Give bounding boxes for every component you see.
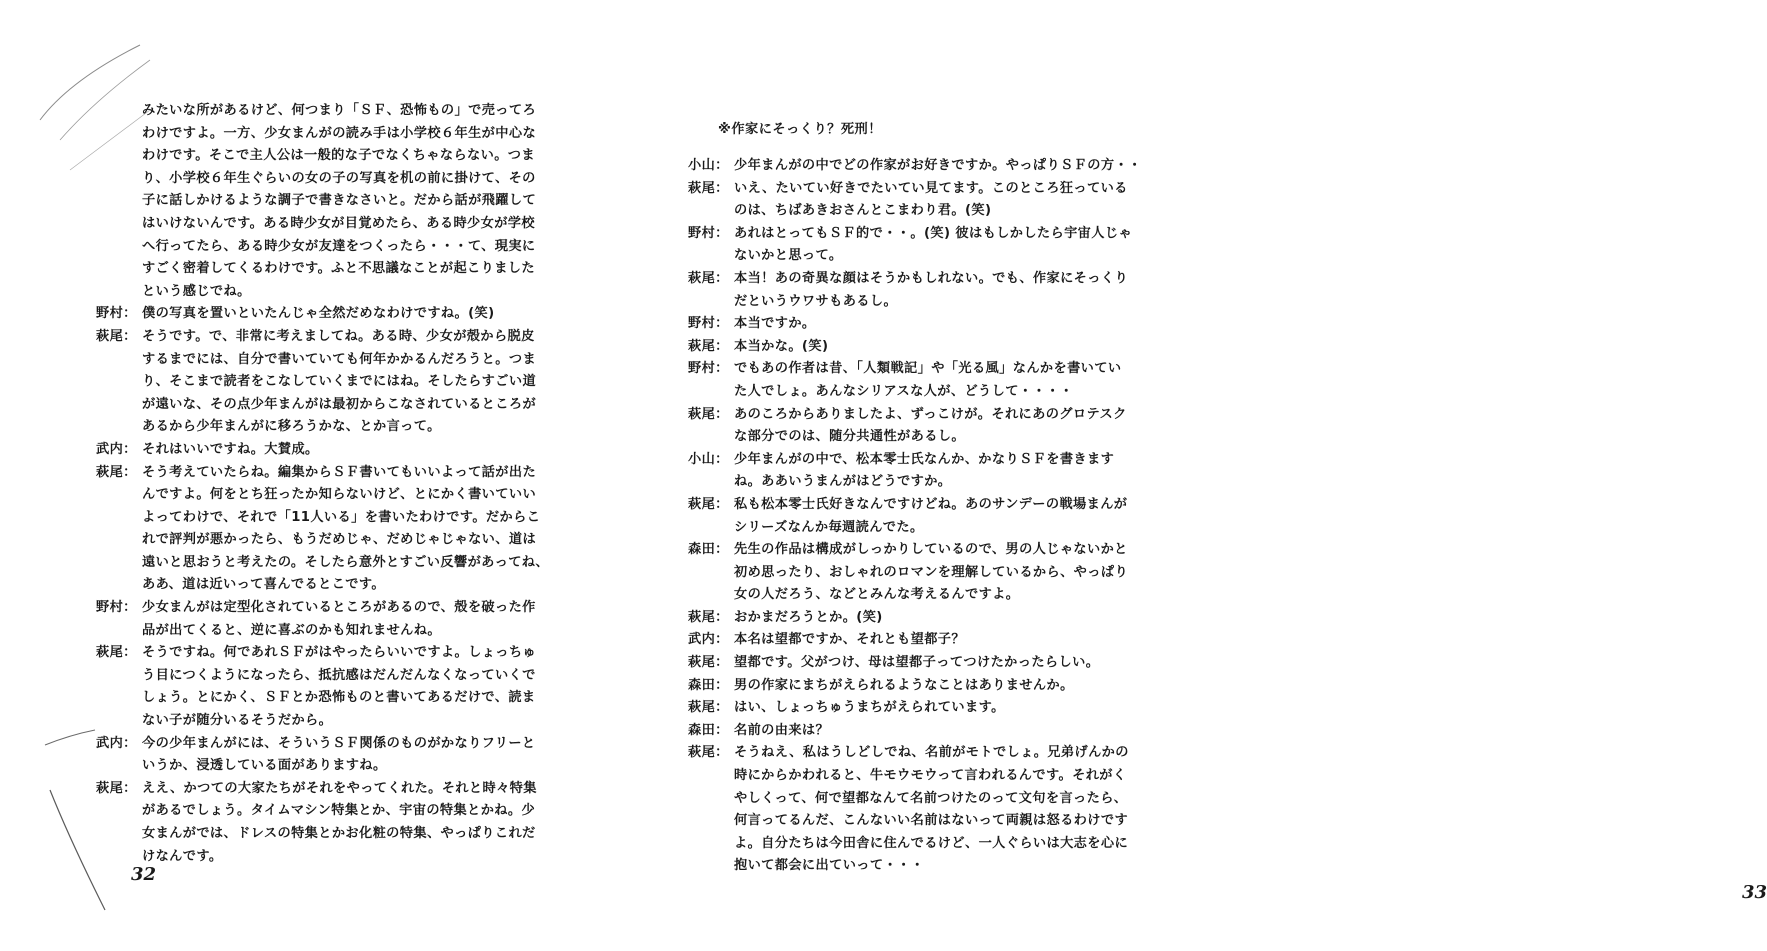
dialogue-row [688,336,1208,359]
speaker-label: 野村： [688,316,729,332]
text-line: あれはとってもＳＦ的で・・。(笑) 彼はもしかしたら宇宙人じゃ [734,225,1133,241]
text-line: そう考えていたらね。編集からＳＦ書いてもいいよって話が出た [142,464,537,480]
page-number: 33 [1742,882,1767,903]
text-line: 何言ってるんだ、こんないい名前はないって両親は怒るわけです [734,813,1129,829]
text-line: り、小学校６年生ぐらいの女の子の写真を机の前に掛けて、その [142,170,536,186]
dialogue-row [688,223,1208,268]
dialogue-text [734,629,1208,652]
text-line: た人でしょ。あんなシリアスな人が、どうして・・・・ [734,383,1074,399]
speaker-label: 萩尾： [688,609,729,625]
speaker-label: 野村： [96,600,137,616]
text-line: やしくって、何で望都なんて名前つけたのって文句を言ったら、 [734,790,1128,806]
dialogue-row [688,268,1208,313]
speaker-label: 萩尾： [688,655,729,671]
text-line: り、そこまで読者をこなしていくまでにはね。そしたらすごい道 [142,374,537,390]
dialogue-row [688,675,1208,698]
dialogue-row [688,629,1208,652]
text-line: 時にからかわれると、牛モウモウって言われるんです。それがく [734,768,1127,784]
speaker-label: 萩尾： [96,464,137,480]
text-line: ああ、道は近いって喜んでるとこです。 [142,577,385,593]
dialogue-text [734,223,1208,268]
dialogue-row [688,404,1208,449]
speaker-label: 小山： [688,158,729,173]
dialogue-row [96,462,586,598]
dialogue-row [96,642,586,732]
dialogue-row [688,539,1208,607]
text-line: 私も松本零士氏好きなんですけどね。あのサンデーの戦場まんが [734,496,1128,512]
text-line: けなんです。 [142,848,223,864]
speaker-label: 萩尾： [688,406,729,422]
dialogue-text [734,720,1208,743]
dialogue-text [734,358,1208,403]
text-line: 本名は望都ですか、それとも望都子？ [734,632,965,648]
text-line: あのころからありましたよ、ずっこけが。それにあのグロテスク [734,406,1127,422]
speaker-label: 森田： [688,677,729,693]
text-line: よ。自分たちは今田舎に住んでるけど、一人ぐらいは大志を心に [734,835,1129,851]
dialogue-text [142,733,586,778]
text-line: ええ、かつての大家たちがそれをやってくれた。それと時々特集 [142,780,537,796]
text-line: 先生の作品は構成がしっかりしているので、男の人じゃないかと [734,542,1128,558]
text-line: 男の作家にまちがえられるようなことはありませんか。 [734,677,1074,693]
dialogue-text [142,326,586,439]
text-line: ないかと思って。 [734,248,843,264]
dialogue-text [142,597,586,642]
speaker-label: 野村： [96,306,137,322]
text-line: 初め思ったり、おしゃれのロマンを理解しているから、やっぱり [734,564,1129,580]
dialogue-row [96,733,586,778]
dialogue-row [96,597,586,642]
text-line: 僕の写真を置いといたんじゃ全然だめなわけですね。(笑) [142,306,495,322]
text-line: という感じでね。 [142,283,251,299]
text-line: 名前の由来は？ [734,722,830,738]
dialogue-row [688,178,1208,223]
text-line: あるから少年まんがに移ろうかな、とか言って。 [142,419,441,435]
text-line: いうか、浸透している面がありますね。 [142,758,387,774]
dialogue-row [688,494,1208,539]
dialogue-row [688,358,1208,403]
dialogue-text [734,607,1208,630]
speaker-label: 野村： [688,361,729,377]
text-line: だというウワサもあるし。 [734,293,898,309]
speaker-label: 萩尾： [96,645,137,661]
speaker-label: 萩尾： [688,338,729,354]
text-line: 子に話しかけるような調子で書きなさいと。だから話が飛躍して [142,193,537,209]
dialogue-text [142,642,586,732]
dialogue-row [96,326,586,439]
dialogue-list [96,100,586,868]
text-line: はい、しょっちゅうまちがえられています。 [734,700,1005,716]
speaker-label: 武内： [96,441,137,457]
text-line: わけですよ。一方、少女まんがの読み手は小学校６年生が中心な [142,125,537,141]
text-line: しょう。とにかく、ＳＦとか恐怖ものと書いてあるだけで、読ま [142,690,536,706]
text-line: そうです。で、非常に考えましてね。ある時、少女が殻から脱皮 [142,328,535,344]
dialogue-text [734,697,1208,720]
text-line: すごく密着してくるわけです。ふと不思議なことが起こりました [142,261,535,277]
dialogue-row [688,607,1208,630]
text-line: のは、ちばあきおさんとこまわり君。(笑) [734,203,992,219]
text-line: 今の少年まんがには、そういうＳＦ関係のものがかなりフリーと [142,735,536,751]
dialogue-row [688,697,1208,720]
text-line: 女の人だろう、などとみんな考えるんですよ。 [734,587,1020,603]
text-line: そうですね。何であれＳＦがはやったらいいですよ。しょっちゅ [142,645,537,661]
speaker-label: 萩尾： [688,270,729,286]
text-line: シリーズなんか毎週読んでた。 [734,519,924,535]
dialogue-text [734,178,1208,223]
dialogue-list [688,155,1208,878]
dialogue-text [142,778,586,868]
speaker-label: 萩尾： [688,496,729,512]
text-line: れで評判が悪かったら、もうだめじゃ、だめじゃじゃない、道は [142,532,537,548]
dialogue-row [688,155,1208,178]
dialogue-text [734,268,1208,313]
text-line: な部分でのは、随分共通性があるし。 [734,429,965,445]
dialogue-text [734,742,1208,878]
text-line: へ行ってたら、ある時少女が友達をつくったら・・・て、現実に [142,238,536,254]
text-line: わけです。そこで主人公は一般的な子でなくちゃならない。つま [142,148,535,164]
text-line: 抱いて都会に出ていって・・・ [734,858,925,874]
dialogue-row [96,303,586,326]
dialogue-text [734,539,1208,607]
speaker-label: 小山： [688,451,729,467]
text-line: う目につくようになったら、抵抗感はだんだんなくなっていくで [142,667,536,683]
text-line: 少年まんがの中でどの作家がお好きですか。やっぱりＳＦの方・・ [734,158,1142,173]
speaker-label: 萩尾： [688,745,729,761]
text-line: 本当！あの奇異な顔はそうかもしれない。でも、作家にそっくり [734,270,1129,286]
speaker-label: 武内： [688,632,729,648]
section-heading: ※作家にそっくり？死刑！ [718,122,882,137]
speaker-label: 森田： [688,542,729,558]
text-line: みたいな所があるけど、何つまり「ＳＦ、恐怖もの」で売ってろ [142,103,537,118]
text-line: はいけないんです。ある時少女が目覚めたら、ある時少女が学校 [142,215,535,231]
text-line: 少女まんがは定型化されているところがあるので、殻を破った作 [142,600,536,616]
text-line: 品が出てくると、逆に喜ぶのかも知れませんね。 [142,622,441,638]
dialogue-row [688,720,1208,743]
text-line: よってわけで、それで「11人いる」を書いたわけです。だからこ [142,509,541,525]
page-number: 32 [131,864,157,885]
dialogue-text [142,439,586,462]
right-page [640,0,1767,951]
text-line: 本当かな。(笑) [734,338,829,354]
dialogue-text [734,155,1208,178]
speaker-label: 野村： [688,225,729,241]
text-line: 望都です。父がつけ、母は望都子ってつけたかったらしい。 [734,655,1100,671]
text-line: でもあの作者は昔、「人類戦記」や「光る風」なんかを書いてい [734,361,1122,377]
dialogue-text [734,494,1208,539]
text-line: それはいいですね。大賛成。 [142,441,319,457]
text-line: が遠いな、その点少年まんがは最初からこなされているところが [142,396,537,412]
text-line: があるでしょう。タイムマシン特集とか、宇宙の特集とかね。少 [142,803,536,819]
text-line: 女まんがでは、ドレスの特集とかお化粧の特集、やっぱりこれだ [142,826,536,841]
dialogue-text [734,404,1208,449]
dialogue-text [734,675,1208,698]
speaker-label: 森田： [688,722,729,738]
text-line: ない子が随分いるそうだから。 [142,713,333,729]
left-page [0,0,640,951]
text-line: ね。ああいうまんがはどうですか。 [734,474,952,490]
speaker-label: 萩尾： [96,328,137,344]
dialogue-row [96,439,586,462]
speaker-label: 萩尾： [688,700,729,716]
dialogue-text [734,313,1208,336]
text-line: 少年まんがの中で、松本零士氏なんか、かなりＳＦを書きます [734,451,1115,467]
text-line: 遠いと思おうと考えたの。そしたら意外とすごい反響があってね、 [142,554,549,570]
dialogue-row [688,313,1208,336]
text-line: するまでには、自分で書いていても何年かかるんだろうと。つま [142,351,537,367]
speaker-label: 萩尾： [96,780,137,796]
dialogue-text [734,652,1208,675]
dialogue-row [688,449,1208,494]
dialogue-text [142,100,586,303]
speaker-label: 武内： [96,735,137,751]
dialogue-row [688,742,1208,878]
text-line: おかまだろうとか。(笑) [734,609,883,625]
dialogue-text [734,336,1208,359]
text-line: 本当ですか。 [734,316,816,332]
dialogue-text [142,462,586,598]
dialogue-text [142,303,586,326]
dialogue-row [96,100,586,303]
dialogue-text [734,449,1208,494]
text-line: んですよ。何をとち狂ったか知らないけど、とにかく書いていい [142,487,537,503]
dialogue-row [96,778,586,868]
text-line: いえ、たいてい好きでたいてい見てます。このところ狂っている [734,180,1128,196]
text-line: そうねえ、私はうしどしでね、名前がモトでしょ。兄弟げんかの [734,745,1129,761]
dialogue-row [688,652,1208,675]
speaker-label: 萩尾： [688,180,729,196]
